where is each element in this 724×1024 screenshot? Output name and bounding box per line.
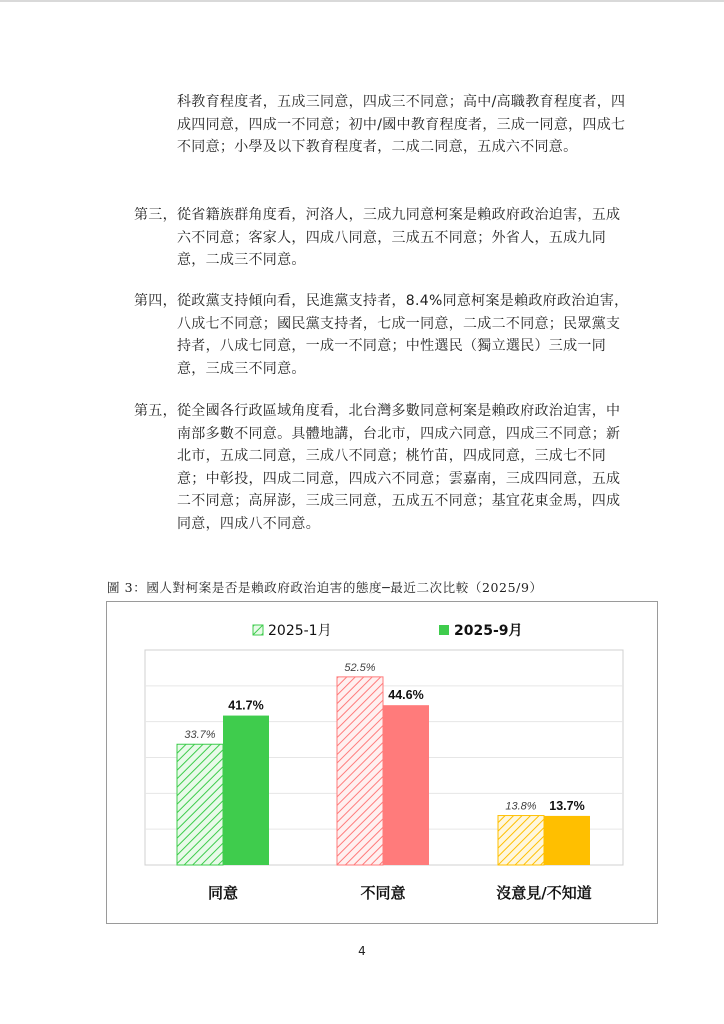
category-label: 沒意見/不知道 xyxy=(496,884,592,902)
data-label: 52.5% xyxy=(344,661,376,674)
item-number: 第三， xyxy=(134,207,177,223)
category-label: 同意 xyxy=(207,884,239,902)
paragraph-text: 科教育程度者，五成三同意，四成三不同意；高中/高職教育程度者，四成四同意，四成一不同意；初中/國中教育程度者，三成一同意，四成七不同意；小學及以下教育程度者，二成二同意，五成六不同意。 xyxy=(177,94,626,155)
bar-sep-3 xyxy=(544,816,590,865)
data-label: 44.6% xyxy=(388,688,424,703)
bar-jan-3 xyxy=(498,816,544,865)
paragraph-item-4 xyxy=(134,290,630,380)
figure-caption: 圖 3：國人對柯案是否是賴政府政治迫害的態度─最近二次比較（2025/9） xyxy=(107,580,543,595)
bar-chart xyxy=(107,602,656,922)
paragraph-education-continued xyxy=(177,91,627,159)
data-label: 33.7% xyxy=(184,729,216,742)
data-label: 13.7% xyxy=(549,798,585,813)
category-label: 不同意 xyxy=(360,884,406,902)
bar-jan-2 xyxy=(337,677,383,865)
bar-sep-2 xyxy=(383,705,429,865)
paragraph-item-3 xyxy=(134,204,630,272)
page-number: 4 xyxy=(358,944,366,958)
legend-label: 2025-9月 xyxy=(454,623,523,639)
paragraph-text: 從政黨支持傾向看，民進黨支持者，8.4%同意柯案是賴政府政治迫害，八成七不同意；國民黨支持者，七成一同意，二成二不同意；民眾黨支持者，八成七同意，一成一不同意；中性選民（獨立選民）三成一同意，三成三不同意。 xyxy=(177,293,629,377)
item-number: 第五， xyxy=(134,403,177,419)
legend-label: 2025-1月 xyxy=(268,623,332,639)
paragraph-text: 從省籍族群角度看，河洛人，三成九同意柯案是賴政府政治迫害，五成六不同意；客家人，四成八同意，三成五不同意；外省人，五成九同意，二成三不同意。 xyxy=(177,207,621,268)
item-number: 第四， xyxy=(134,293,177,309)
paragraph-item-5 xyxy=(134,400,630,535)
bar-sep-1 xyxy=(223,716,269,865)
data-label: 13.8% xyxy=(505,800,537,813)
paragraph-text: 從全國各行政區域角度看，北台灣多數同意柯案是賴政府政治迫害，中南部多數不同意。具體地講，台北市，四成六同意，四成三不同意；新北市，五成二同意，三成八不同意；桃竹苗，四成同意，三成七不同意；中彰投，四成二同意，四成六不同意；雲嘉南，三成四同意，五成二不同意；高屏澎，三成三同意，五成五不同意；基宜花東金馬，四成同意，四成八不同意。 xyxy=(177,403,621,532)
page-top-border xyxy=(0,0,724,2)
bar-jan-1 xyxy=(177,744,223,865)
data-label: 41.7% xyxy=(228,698,264,713)
legend-swatch xyxy=(439,625,449,635)
legend-swatch xyxy=(253,625,263,635)
chart-frame xyxy=(106,601,658,924)
